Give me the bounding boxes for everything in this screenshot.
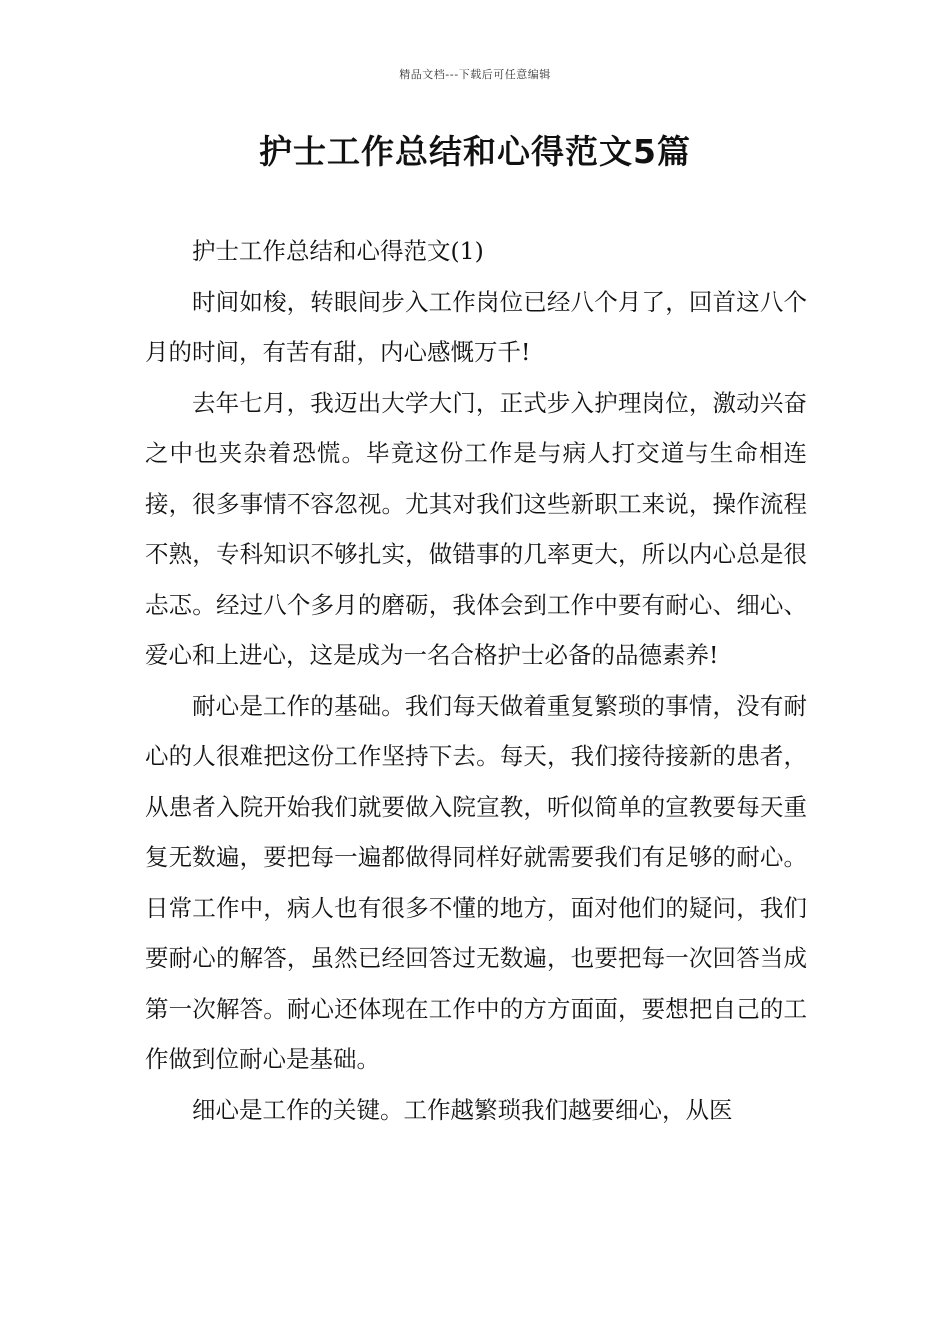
header-note: 精品文档---下载后可任意编辑 bbox=[399, 68, 551, 81]
paragraph: 去年七月，我迈出大学大门，正式步入护理岗位，激动兴奋之中也夹杂着恐慌。毕竟这份工作是与病人打交道与生命相连接，很多事情不容忽视。尤其对我们这些新职工来说，操作流程不熟，专科知识不够扎实，做错事的几率更大，所以内心总是很忐忑。经过八个多月的磨砺，我体会到工作中要有耐心、细心、爱心和上进心，这是成为一名合格护士必备的品德素养! bbox=[145, 388, 807, 669]
paragraph: 细心是工作的关键。工作越繁琐我们越要细心，从医 bbox=[192, 1095, 733, 1124]
section-heading: 护士工作总结和心得范文(1) bbox=[192, 237, 484, 265]
document-title: 护士工作总结和心得范文5篇 bbox=[259, 132, 691, 171]
paragraph: 时间如梭，转眼间步入工作岗位已经八个月了，回首这八个月的时间，有苦有甜，内心感慨万千! bbox=[145, 287, 807, 366]
document-body bbox=[145, 226, 807, 1135]
paragraph: 耐心是工作的基础。我们每天做着重复繁琐的事情，没有耐心的人很难把这份工作坚持下去。每天，我们接待接新的患者，从患者入院开始我们就要做入院宣教，听似简单的宣教要每天重复无数遍，要把每一遍都做得同样好就需要我们有足够的耐心。日常工作中，病人也有很多不懂的地方，面对他们的疑问，我们要耐心的解答，虽然已经回答过无数遍，也要把每一次回答当成第一次解答。耐心还体现在工作中的方方面面，要想把自己的工作做到位耐心是基础。 bbox=[145, 691, 807, 1073]
